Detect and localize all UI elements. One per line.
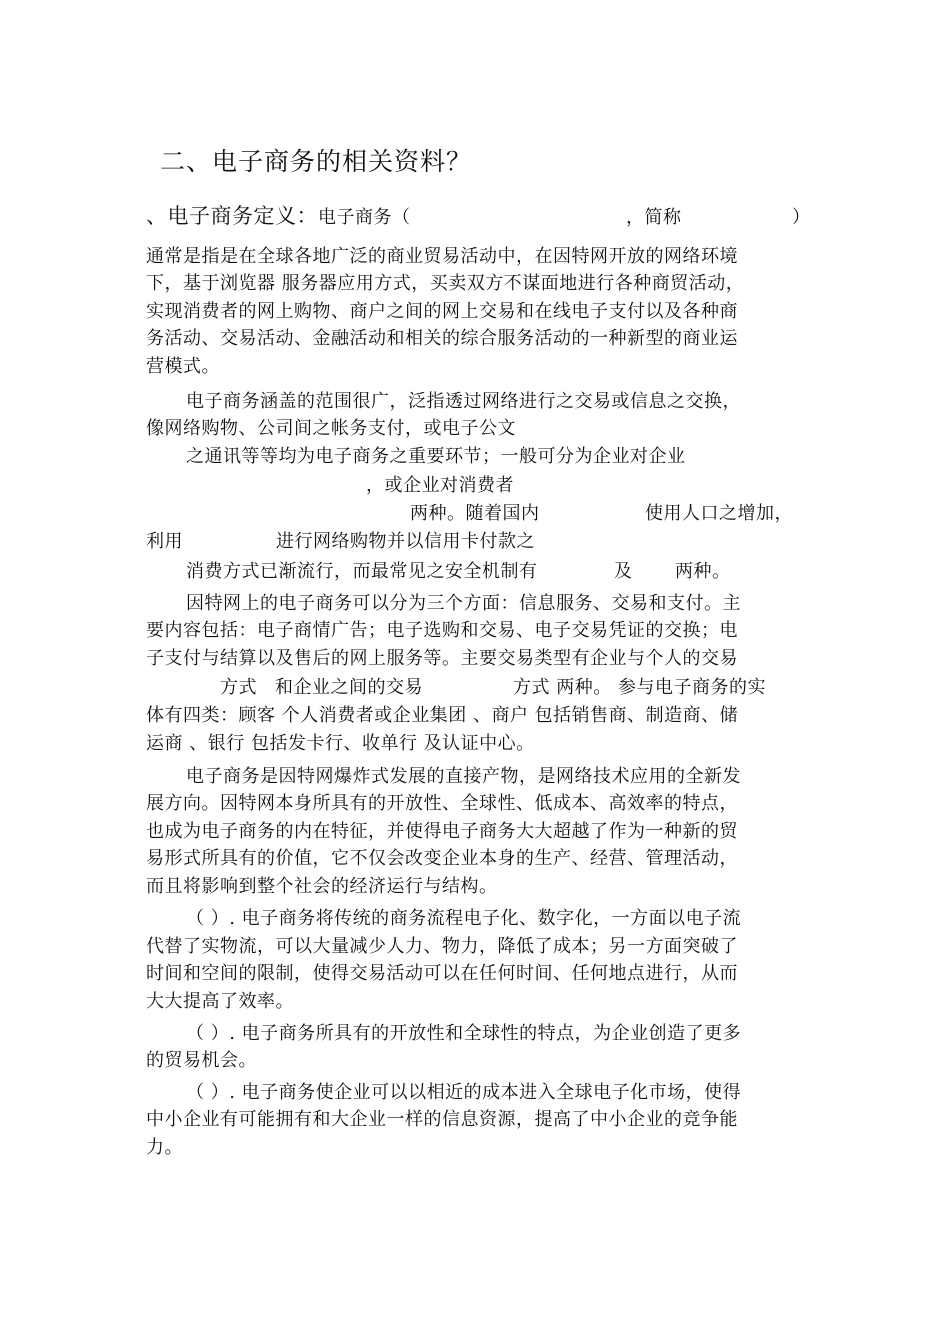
definition-label: 、电子商务定义：	[146, 204, 318, 228]
page-title: 二、电子商务的相关资料？	[160, 147, 473, 176]
text-line: 中小企业有可能拥有和大企业一样的信息资源，提高了中小企业的竞争能	[146, 1109, 738, 1130]
text-line: 两种。	[675, 561, 731, 582]
text-line: 要内容包括：电子商情广告；电子选购和交易、电子交易凭证的交换；电	[146, 620, 738, 641]
definition-close: ）	[792, 207, 811, 228]
text-line: ，或企业对消费者	[366, 475, 514, 496]
text-line: 代替了实物流，可以大量减少人力、物力，降低了成本；另一方面突破了	[146, 936, 738, 957]
text-line: 展方向。因特网本身所具有的开放性、全球性、低成本、高效率的特点，	[146, 793, 738, 814]
text-line: 易形式所具有的价值，它不仅会改变企业本身的生产、经营、管理活动，	[146, 848, 738, 869]
text-line: 大大提高了效率。	[146, 991, 294, 1012]
text-line: 和企业之间的交易	[275, 677, 423, 698]
text-line: （ ）. 电子商务将传统的商务流程电子化、数字化，一方面以电子流	[186, 908, 742, 929]
text-line: 使用人口之增加，	[645, 503, 793, 524]
text-line: 子支付与结算以及售后的网上服务等。主要交易类型有企业与个人的交易	[146, 648, 738, 669]
text-line: 体有四类：顾客 个人消费者或企业集团 、商户 包括销售商、制造商、储	[146, 705, 739, 726]
text-line: 营模式。	[146, 356, 220, 377]
text-line: 运商 、银行 包括发卡行、收单行 及认证中心。	[146, 733, 535, 754]
text-line: 利用	[146, 531, 183, 552]
definition-abbr: ，简称	[626, 207, 682, 228]
text-line: 而且将影响到整个社会的经济运行与结构。	[146, 876, 498, 897]
text-line: 因特网上的电子商务可以分为三个方面：信息服务、交易和支付。主	[186, 593, 741, 614]
text-line: 务活动、交易活动、金融活动和相关的综合服务活动的一种新型的商业运	[146, 328, 738, 349]
text-line: 两种。随着国内	[410, 503, 540, 524]
text-line: 电子商务涵盖的范围很广，泛指透过网络进行之交易或信息之交换，	[186, 391, 741, 412]
text-line: 进行网络购物并以信用卡付款之	[276, 531, 535, 552]
text-line: 力。	[146, 1137, 183, 1158]
text-line: 消费方式已渐流行，而最常见之安全机制有	[186, 561, 538, 582]
text-line: 电子商务是因特网爆炸式发展的直接产物，是网络技术应用的全新发	[186, 766, 741, 787]
text-line: 像网络购物、公司间之帐务支付，或电子公文	[146, 418, 516, 439]
text-line: 实现消费者的网上购物、商户之间的网上交易和在线电子支付以及各种商	[146, 301, 738, 322]
text-line: 及	[614, 561, 633, 582]
text-line: 下，基于浏览器 服务器应用方式，买卖双方不谋面地进行各种商贸活动，	[146, 273, 745, 294]
text-line: 时间和空间的限制，使得交易活动可以在任何时间、任何地点进行，从而	[146, 963, 738, 984]
definition-line	[146, 204, 411, 230]
text-line: 的贸易机会。	[146, 1050, 257, 1071]
definition-text: 电子商务（	[318, 207, 411, 228]
text-line: （ ）. 电子商务使企业可以以相近的成本进入全球电子化市场，使得	[186, 1082, 742, 1103]
text-line: 也成为电子商务的内在特征，并使得电子商务大大超越了作为一种新的贸	[146, 821, 738, 842]
text-line: 之通讯等等均为电子商务之重要环节；一般可分为企业对企业	[186, 446, 686, 467]
text-line: （ ）. 电子商务所具有的开放性和全球性的特点，为企业创造了更多	[186, 1023, 742, 1044]
text-line: 通常是指是在全球各地广泛的商业贸易活动中，在因特网开放的网络环境	[146, 246, 738, 267]
text-line: 方式 两种。 参与电子商务的实	[513, 677, 766, 698]
text-line: 方式	[220, 677, 257, 698]
